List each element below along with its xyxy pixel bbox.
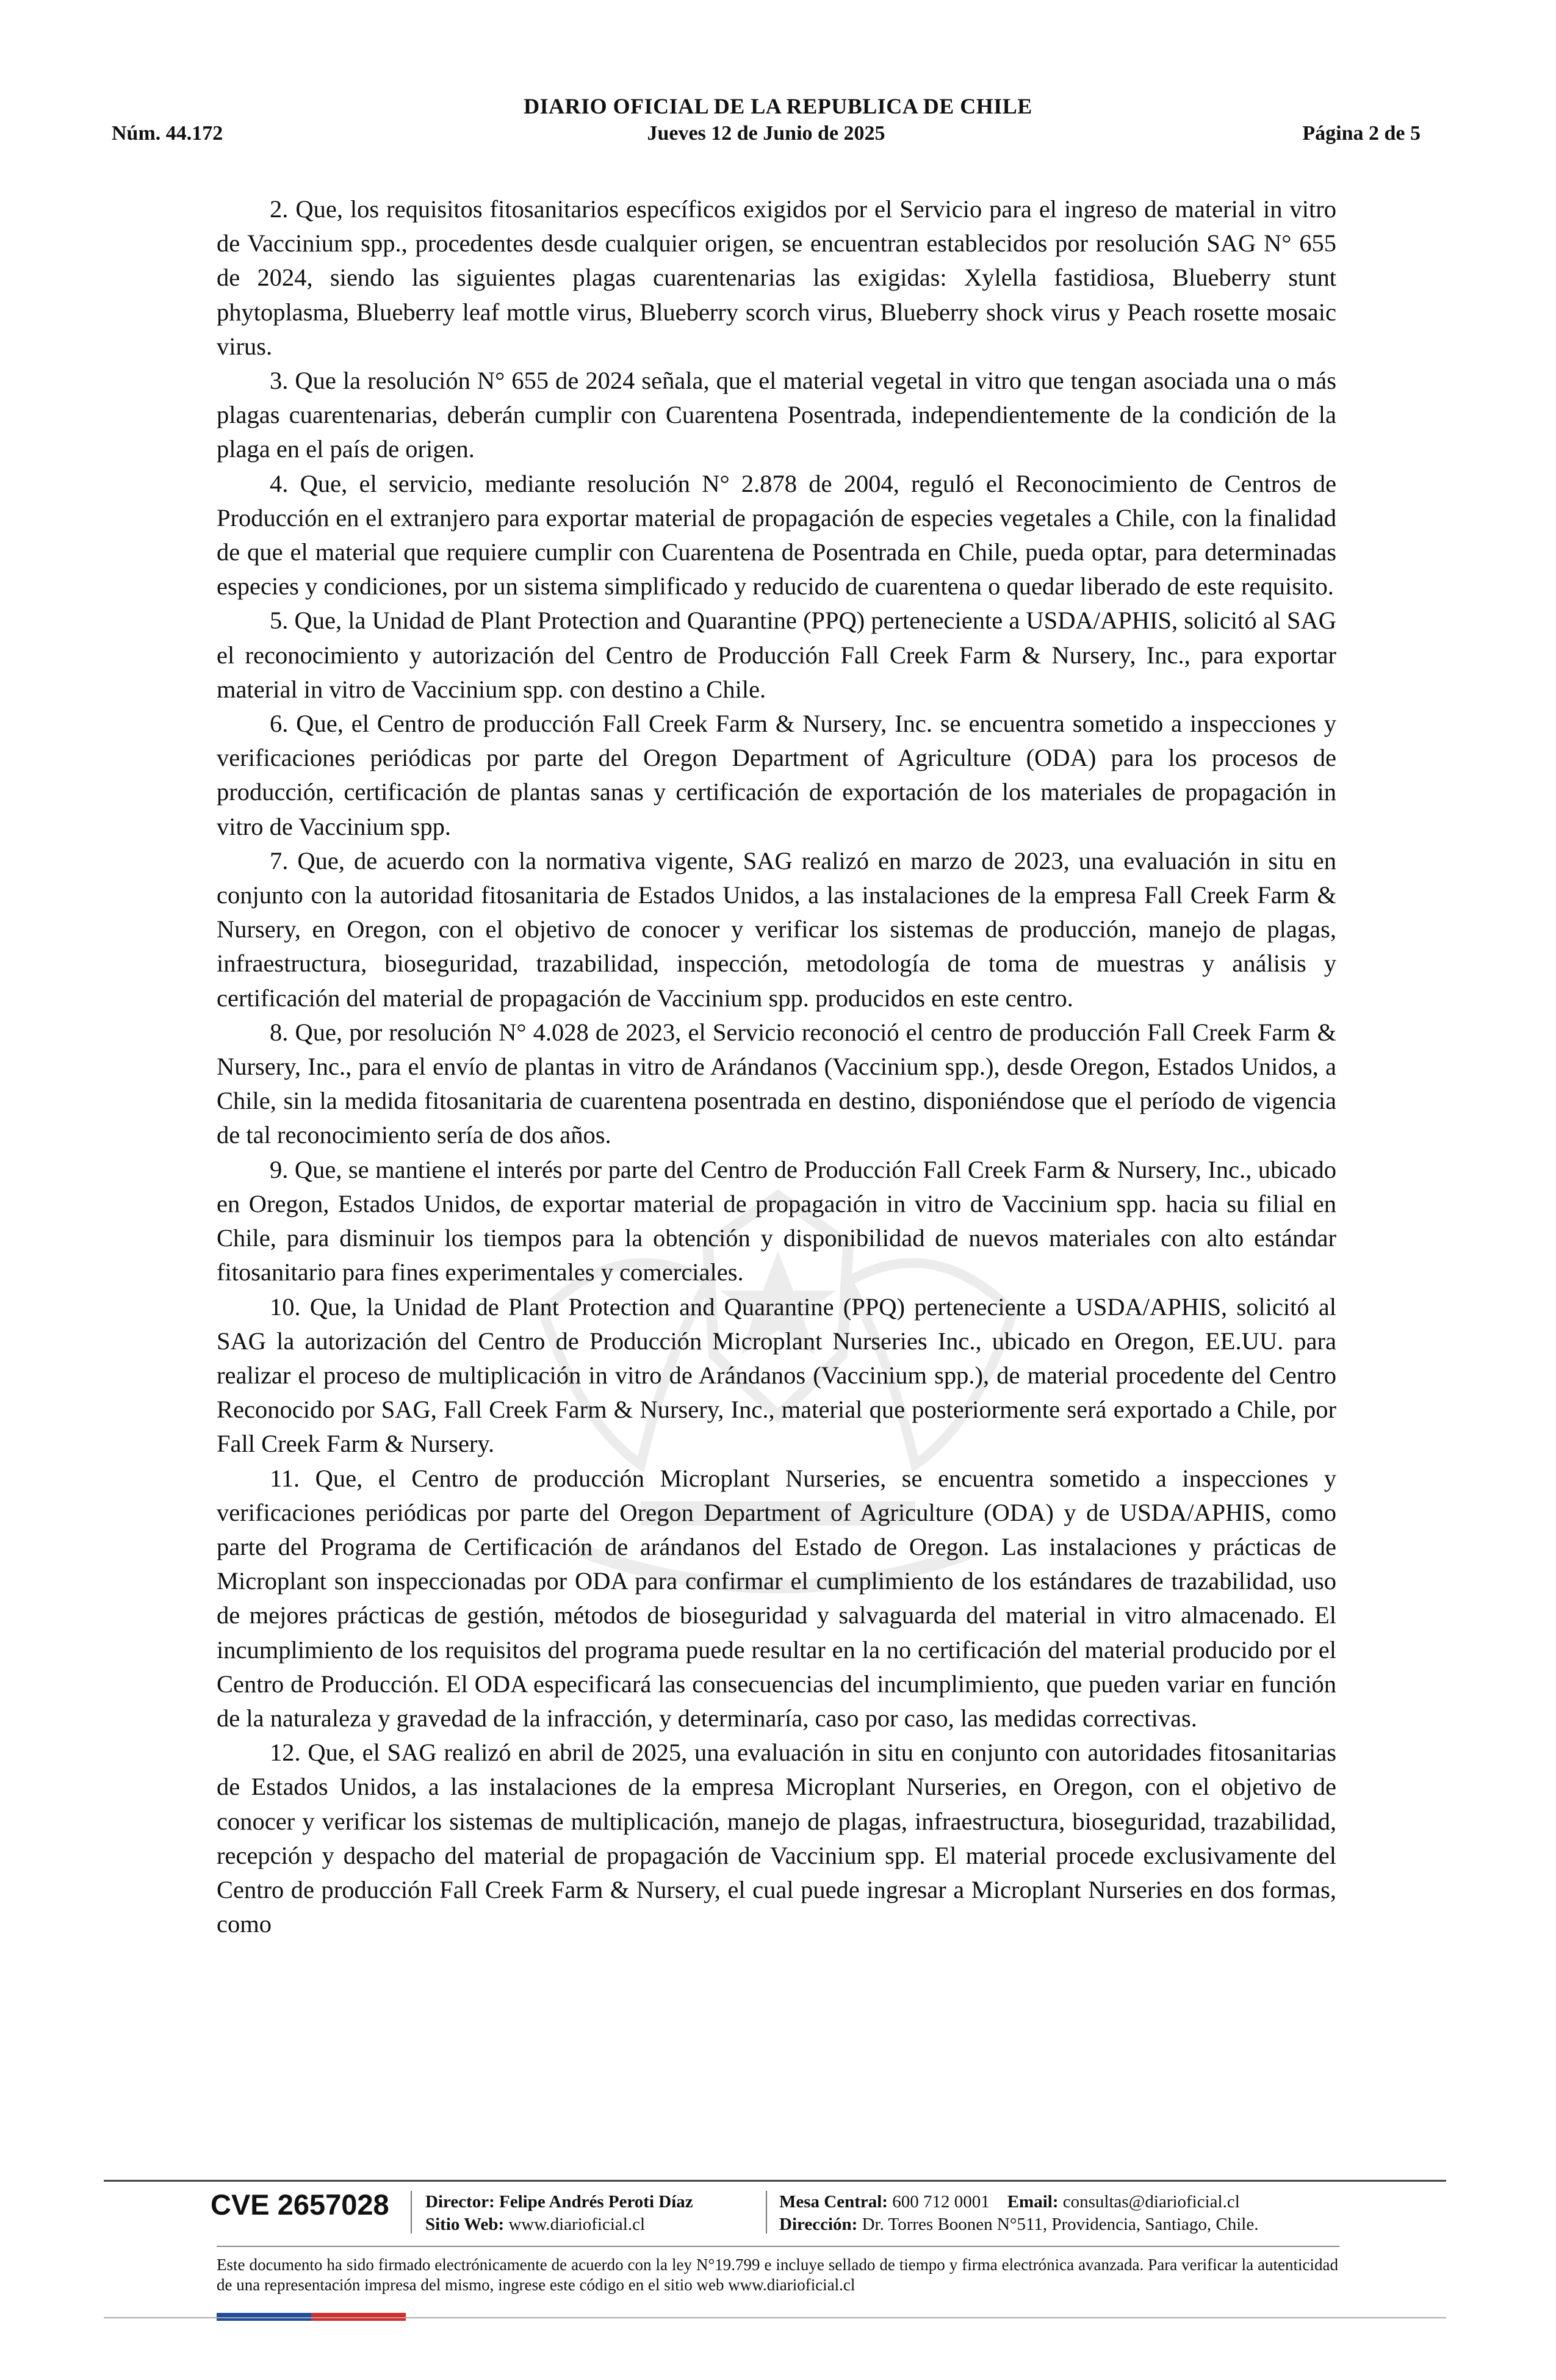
footer-director-block [425, 2191, 693, 2236]
paragraph-3: 3. Que la resolución N° 655 de 2024 señala, que el material vegetal in vitro que tengan asociada una o más plagas cuarentenarias, deberán cumplir con Cuarentena Posentrada, independientemente de la condición de la plaga en el país de origen. [217, 367, 1336, 463]
paragraph-6: 6. Que, el Centro de producción Fall Creek Farm & Nursery, Inc. se encuentra sometido a inspecciones y verificaciones periódicas por parte del Oregon Department of Agriculture (ODA) para los procesos de producción, certificación de plantas sanas y certificación de exportación de los materiales de propagación in vitro de Vaccinium spp. [217, 710, 1336, 840]
footer-separator [411, 2191, 412, 2234]
issue-date: Jueves 12 de Junio de 2025 [647, 122, 885, 145]
paragraph-8: 8. Que, por resolución N° 4.028 de 2023, el Servicio reconoció el centro de producción Fall Creek Farm & Nursery, Inc., para el envío de plantas in vitro de Arándanos (Vaccinium spp.), desde Oregon, Estados Unidos, a Chile, sin la medida fitosanitaria de cuarentena posentrada en destino, disponiéndose que el período de vigencia de tal reconocimiento sería de dos años. [217, 1018, 1336, 1149]
site-label: Sitio Web: [425, 2215, 505, 2234]
email-link[interactable]: consultas@diarioficial.cl [1062, 2192, 1240, 2212]
cve-code: CVE 2657028 [211, 2188, 389, 2221]
footer-divider-2 [217, 2246, 1339, 2247]
footer-divider [104, 2180, 1446, 2182]
page-indicator: Página 2 de 5 [1302, 122, 1421, 145]
director-label: Director: [425, 2192, 495, 2212]
site-link[interactable]: www.diarioficial.cl [508, 2215, 646, 2234]
legal-notice: Este documento ha sido firmado electrónicamente de acuerdo con la ley N°19.799 e incluye sellado de tiempo y firma electrónica avanzada. Para verificar la autenticidad de una representación impresa del mismo, ingrese este código en el sitio web www.diarioficial.cl [217, 2256, 1338, 2294]
document-body [217, 192, 1336, 1941]
paragraph-2: 2. Que, los requisitos fitosanitarios específicos exigidos por el Servicio para el ingreso de material in vitro de Vaccinium spp., procedentes desde cualquier origen, se encuentran establecidos por resolución SAG N° 655 de 2024, siendo las siguientes plagas cuarentenarias las exigidas: Xylella fastidiosa, Blueberry stunt phytoplasma, Blueberry leaf mottle virus, Blueberry scorch virus, Blueberry shock virus y Peach rosette mosaic virus. [217, 195, 1336, 360]
paragraph-7: 7. Que, de acuerdo con la normativa vigente, SAG realizó en marzo de 2023, una evaluación in situ en conjunto con la autoridad fitosanitaria de Estados Unidos, a las instalaciones de la empresa Fall Creek Farm & Nursery, en Oregon, con el objetivo de conocer y verificar los sistemas de producción, manejo de plagas, infraestructura, bioseguridad, trazabilidad, inspección, metodología de toma de muestras y análisis y certificación del material de propagación de Vaccinium spp. producidos en este centro. [217, 846, 1336, 1012]
paragraph-5: 5. Que, la Unidad de Plant Protection and Quarantine (PPQ) perteneciente a USDA/APHIS, solicitó al SAG el reconocimiento y autorización del Centro de Producción Fall Creek Farm & Nursery, Inc., para exportar material in vitro de Vaccinium spp. con destino a Chile. [217, 607, 1336, 703]
header-row [112, 122, 1421, 150]
mesa-phone: 600 712 0001 [892, 2192, 990, 2212]
address-label: Dirección: [779, 2215, 858, 2234]
address-value: Dr. Torres Boonen N°511, Providencia, Santiago, Chile. [862, 2215, 1259, 2234]
paragraph-10: 10. Que, la Unidad de Plant Protection and Quarantine (PPQ) perteneciente a USDA/APHIS, solicitó al SAG la autorización del Centro de Producción Microplant Nurseries Inc., ubicado en Oregon, EE.UU. para realizar el proceso de multiplicación in vitro de Arándanos (Vaccinium spp.), de material procedente del Centro Reconocido por SAG, Fall Creek Farm & Nursery, Inc., material que posteriormente será exportado a Chile, por Fall Creek Farm & Nursery. [217, 1293, 1336, 1458]
footer-contact-block [779, 2191, 1258, 2236]
paragraph-11: 11. Que, el Centro de producción Microplant Nurseries, se encuentra sometido a inspecciones y verificaciones periódicas por parte del Oregon Department of Agriculture (ODA) y de USDA/APHIS, como parte del Programa de Certificación de arándanos del Estado de Oregon. Las instalaciones y prácticas de Microplant son inspeccionadas por ODA para confirmar el cumplimiento de los estándares de trazabilidad, uso de mejores prácticas de gestión, métodos de bioseguridad y salvaguarda del material in vitro almacenado. El incumplimiento de los requisitos del programa puede resultar en la no certificación del material producido por el Centro de Producción. El ODA especificará las consecuencias del incumplimiento, que pueden variar en función de la naturaleza y gravedad de la infracción, y determinaría, caso por caso, las medidas correctivas. [217, 1464, 1336, 1732]
email-label: Email: [1007, 2192, 1059, 2212]
director-name: Felipe Andrés Peroti Díaz [499, 2192, 693, 2212]
bottom-rule [104, 2317, 1446, 2318]
paragraph-4: 4. Que, el servicio, mediante resolución N° 2.878 de 2004, reguló el Reconocimiento de Centros de Producción en el extranjero para exportar material de propagación de especies vegetales a Chile, con la finalidad de que el material que requiere cumplir con Cuarentena de Posentrada en Chile, pueda optar, para determinadas especies y condiciones, por un sistema simplificado y reducido de cuarentena o quedar liberado de este requisito. [217, 469, 1336, 600]
issue-number: Núm. 44.172 [112, 122, 223, 145]
newspaper-title: DIARIO OFICIAL DE LA REPUBLICA DE CHILE [524, 94, 1032, 118]
footer-separator [766, 2191, 767, 2234]
paragraph-12: 12. Que, el SAG realizó en abril de 2025, una evaluación in situ en conjunto con autoridades fitosanitarias de Estados Unidos, a las instalaciones de la empresa Microplant Nurseries, en Oregon, con el objetivo de conocer y verificar los sistemas de multiplicación, manejo de plagas, infraestructura, bioseguridad, trazabilidad, recepción y despacho del material de propagación de Vaccinium spp. El material procede exclusivamente del Centro de producción Fall Creek Farm & Nursery, el cual puede ingresar a Microplant Nurseries en dos formas, como [217, 1739, 1336, 1938]
paragraph-9: 9. Que, se mantiene el interés por parte del Centro de Producción Fall Creek Farm & Nursery, Inc., ubicado en Oregon, Estados Unidos, de exportar material de propagación in vitro de Vaccinium spp. hacia su filial en Chile, para disminuir los tiempos para la obtención y disponibilidad de nuevos materiales con alto estándar fitosanitario para fines experimentales y comerciales. [217, 1155, 1336, 1286]
mesa-label: Mesa Central: [779, 2192, 888, 2212]
